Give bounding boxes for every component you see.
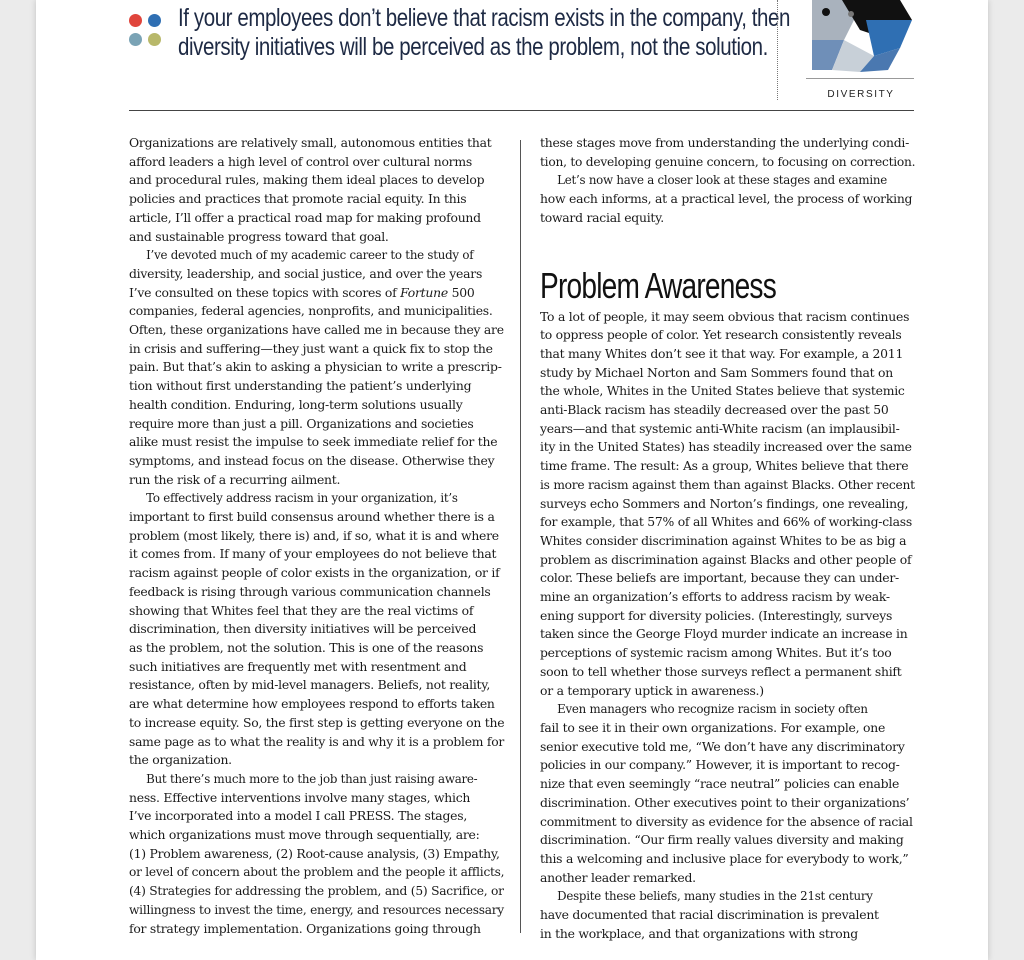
text-line: racism against people of color exists in the organization, or if: [129, 565, 500, 581]
text-line: as the problem, not the solution. This is one of the reasons: [129, 639, 484, 655]
header-rule: [129, 110, 914, 111]
text-line: ening support for diversity policies. (Interestingly, surveys: [540, 607, 893, 623]
dot-olive: [148, 33, 161, 46]
text-line: pain. But that’s akin to asking a physician to write a prescrip-: [129, 359, 502, 375]
text-line: Despite these beliefs, many studies in the 21st century: [557, 888, 873, 904]
text-line: to oppress people of color. Yet research consistently reveals: [540, 327, 902, 343]
text-line: symptoms, and instead focus on the disease. Otherwise they: [129, 452, 495, 468]
text-line: health condition. Enduring, long-term solutions usually: [129, 396, 463, 412]
text-line: Let’s now have a closer look at these stages and examine: [557, 172, 887, 188]
dotted-divider: [777, 0, 778, 100]
right-column: [540, 134, 915, 943]
text-line: ness. Effective interventions involve many stages, which: [129, 789, 471, 805]
paragraph: [540, 700, 915, 887]
pull-quote-line: diversity initiatives will be perceived as the problem, not the solution.: [178, 33, 768, 61]
text-line: or level of concern about the problem and the people it afflicts,: [129, 864, 505, 880]
text-line: To a lot of people, it may seem obvious that racism continues: [540, 308, 910, 324]
text-line: is more racism against them than against Blacks. Other recent: [540, 476, 915, 492]
text-line: Often, these organizations have called me in because they are: [129, 322, 504, 338]
text-line: afford leaders a high level of control over cultural norms: [129, 153, 472, 169]
text-line: perceptions of systemic racism among Whites. But it’s too: [540, 645, 892, 661]
text-line: are what determine how employees respond to efforts taken: [129, 696, 495, 712]
text-line: or a temporary uptick in awareness.): [540, 682, 764, 698]
pull-quote-line: If your employees don’t believe that racism exists in the company, then: [178, 4, 791, 32]
paragraph: [540, 134, 915, 171]
text-line: I’ve incorporated into a model I call PRESS. The stages,: [129, 808, 468, 824]
text-line: time frame. The result: As a group, Whites believe that there: [540, 458, 909, 474]
text-line: commitment to diversity as evidence for the absence of racial: [540, 813, 913, 829]
text-line: to increase equity. So, the first step is getting everyone on the: [129, 714, 505, 730]
text-line: same page as to what the reality is and why it is a problem for: [129, 733, 505, 749]
text-line: which organizations must move through sequentially, are:: [129, 827, 480, 843]
dot-teal: [129, 33, 142, 46]
text-line: and sustainable progress toward that goal.: [129, 228, 389, 244]
text-line: tion, to developing genuine concern, to focusing on correction.: [540, 153, 916, 169]
text-line: soon to tell whether those surveys reflect a permanent shift: [540, 663, 902, 679]
text-line: color. These beliefs are important, because they can under-: [540, 570, 899, 586]
text-line: discrimination. “Our firm really values diversity and making: [540, 832, 904, 848]
column-divider: [520, 140, 521, 933]
paragraph: [540, 887, 915, 943]
text-line: run the risk of a recurring ailment.: [129, 471, 341, 487]
text-line: Organizations are relatively small, autonomous entities that: [129, 135, 492, 150]
section-heading: Problem Awareness: [540, 264, 776, 306]
text-line: (1) Problem awareness, (2) Root-cause analysis, (3) Empathy,: [129, 845, 500, 861]
paragraph: [540, 308, 915, 701]
text-line: problem as discrimination against Blacks and other people of: [540, 551, 912, 567]
colored-dots-icon: [129, 13, 163, 47]
section-rule: [806, 78, 914, 79]
text-line: I’ve devoted much of my academic career to the study of: [146, 247, 474, 263]
text-line: Even managers who recognize racism in society often: [557, 701, 868, 717]
dot-red: [129, 14, 142, 27]
diversity-hexagon-icon: [804, 0, 916, 74]
text-line: resistance, often by mid-level managers. Beliefs, not reality,: [129, 677, 491, 693]
text-line: companies, federal agencies, nonprofits, and municipalities.: [129, 303, 493, 319]
text-line: senior executive told me, “We don’t have any discriminatory: [540, 738, 905, 754]
text-line: anti-Black racism has steadily decreased over the past 50: [540, 402, 889, 418]
text-line: in the workplace, and that organizations with strong: [540, 925, 858, 941]
text-line: feedback is rising through various communication channels: [129, 583, 491, 599]
text-line: article, I’ll offer a practical road map for making profound: [129, 209, 481, 225]
text-line: how each informs, at a practical level, the process of working: [540, 191, 913, 207]
paragraph: [129, 770, 504, 938]
text-line: for strategy implementation. Organizations going through: [129, 920, 481, 936]
paragraph: [129, 134, 504, 246]
text-line: willingness to invest the time, energy, and resources necessary: [129, 901, 504, 917]
text-line: require more than just a pill. Organizations and societies: [129, 415, 474, 431]
pull-quote: [178, 4, 791, 62]
text-line: policies in our company.” However, it is important to recog-: [540, 757, 900, 773]
paragraph: [540, 171, 915, 227]
text-line: that many Whites don’t see it that way. For example, a 2011: [540, 345, 904, 361]
text-line: surveys echo Sommers and Norton’s findings, one revealing,: [540, 495, 909, 511]
text-line: toward racial equity.: [540, 209, 664, 225]
text-line: discrimination, then diversity initiatives will be perceived: [129, 621, 477, 637]
paragraph: [129, 246, 504, 489]
text-line: important to first build consensus around whether there is a: [129, 509, 495, 525]
text-line: the organization.: [129, 752, 232, 768]
text-line: study by Michael Norton and Sam Sommers found that on: [540, 364, 893, 380]
text-line: fail to see it in their own organizations. For example, one: [540, 719, 886, 735]
text-line: have documented that racial discrimination is prevalent: [540, 907, 879, 923]
text-line: and procedural rules, making them ideal places to develop: [129, 172, 485, 188]
text-line: mine an organization’s efforts to address racism by weak-: [540, 589, 890, 605]
text-line: discrimination. Other executives point to their organizations’: [540, 794, 910, 810]
text-line: alike must resist the impulse to seek immediate relief for the: [129, 434, 498, 450]
text-line: Whites consider discrimination against Whites to be as big a: [540, 532, 907, 548]
text-line: (4) Strategies for addressing the problem, and (5) Sacrifice, or: [129, 883, 504, 899]
text-line: another leader remarked.: [540, 869, 696, 885]
text-line: I’ve consulted on these topics with scores of Fortune 500: [129, 284, 475, 300]
dot-blue: [148, 14, 161, 27]
text-line: this a welcoming and inclusive place for everybody to work,”: [540, 850, 909, 866]
text-line: the whole, Whites in the United States believe that systemic: [540, 383, 905, 399]
text-line: for example, that 57% of all Whites and 66% of working-class: [540, 514, 913, 530]
paragraph: [129, 489, 504, 770]
text-line: taken since the George Floyd murder indicate an increase in: [540, 626, 908, 642]
text-line: in crisis and suffering—they just want a quick fix to stop the: [129, 340, 493, 356]
text-line: policies and practices that promote racial equity. In this: [129, 191, 467, 207]
text-line: To effectively address racism in your organization, it’s: [146, 490, 458, 506]
text-line: it comes from. If many of your employees do not believe that: [129, 546, 497, 562]
text-line: But there’s much more to the job than just raising aware-: [146, 770, 478, 786]
text-line: years—and that systemic anti-White racism (an implausibil-: [540, 420, 900, 436]
section-label: DIVERSITY: [827, 89, 895, 100]
text-line: such initiatives are frequently met with resentment and: [129, 658, 467, 674]
text-line: nize that even seemingly “race neutral” policies can enable: [540, 776, 900, 792]
left-column: [129, 134, 504, 938]
text-line: tion without first understanding the patient’s underlying: [129, 378, 472, 394]
text-line: problem (most likely, there is) and, if so, what it is and where: [129, 527, 499, 543]
text-line: ity in the United States) has steadily increased over the same: [540, 439, 912, 455]
text-line: diversity, leadership, and social justice, and over the years: [129, 265, 483, 281]
text-line: these stages move from understanding the underlying condi-: [540, 135, 910, 150]
text-line: showing that Whites feel that they are the real victims of: [129, 602, 474, 618]
